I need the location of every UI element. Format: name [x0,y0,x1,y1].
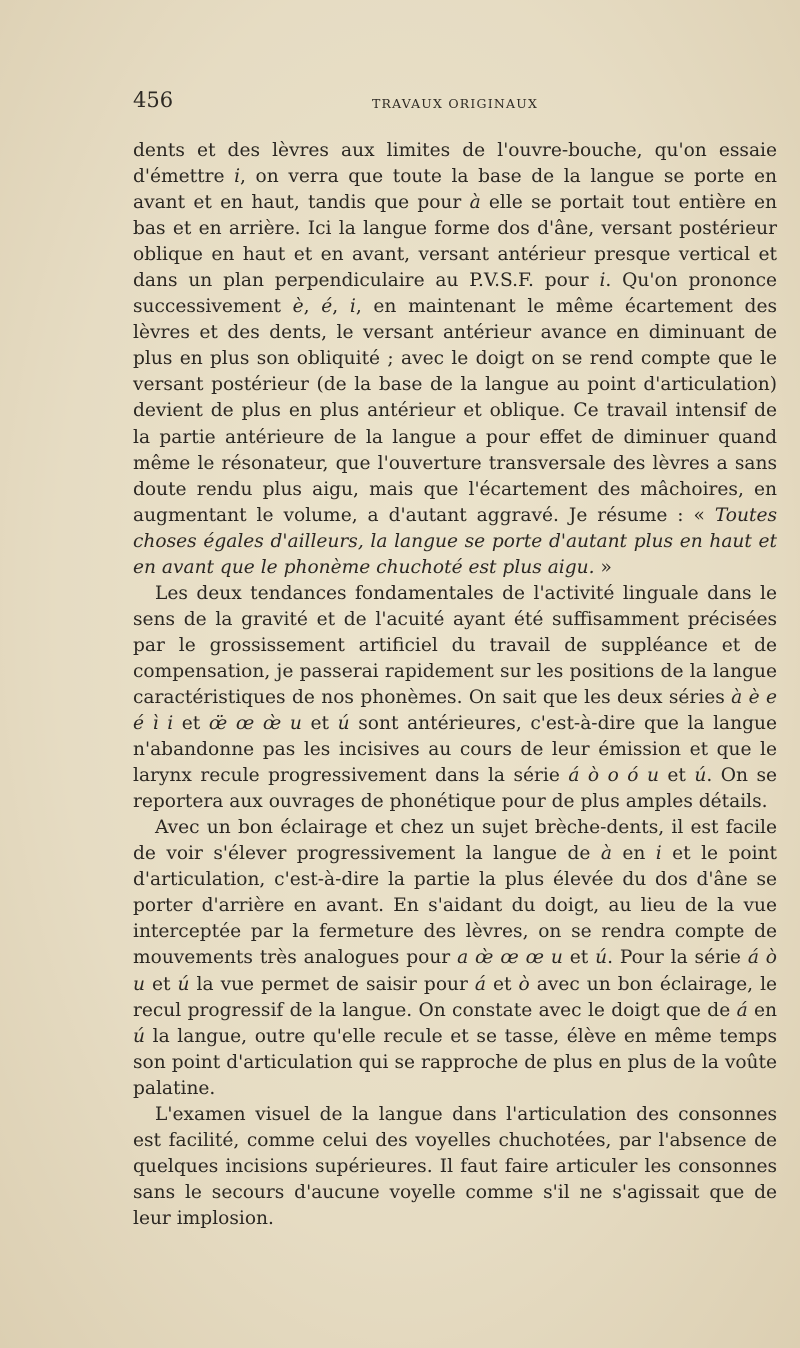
text-run: et [173,713,209,735]
text-run: en [747,999,777,1021]
text-run: elle se portait tout entière en bas et en arrière. Ici la langue forme dos d'âne, versant postérieur oblique en haut et en avant, versant antérieur presque vertical et dans un plan perpendiculaire au P.V.S.F. pour [133,192,777,292]
italic-text: à [600,843,612,865]
italic-text: a œ̀ œ œ u [457,947,563,969]
text-run: sont antérieures, c'est-à-dire que la langue n'abandonne pas les incisives au cours de leur émission et que le larynx recule progressivement dans la série [133,713,778,787]
italic-text: á [736,999,748,1021]
italic-text: á ò o ó u [568,765,659,787]
body-text [133,138,777,1232]
text-run: et le point d'articulation, c'est-à-dire la partie la plus élevée du dos d'âne se porter d'arrière en avant. En s'aidant du doigt, au lieu de la vue interceptée par la fermeture des lèvres, on se rendra compte de mouvements très analogues pour [133,843,777,969]
italic-text: é [321,296,333,318]
text-run: , [303,296,322,318]
text-run: la vue permet de saisir pour [189,973,475,995]
text-run: dents et des lèvres aux limites de l'ouvre-bouche, qu'on essaie d'émettre [133,140,777,188]
paragraph [133,581,777,815]
italic-text: i [599,270,606,292]
running-head [133,88,777,118]
text-run: , en maintenant le même écartement des lèvres et des dents, le versant antérieur avance en diminuant de plus en plus son obliquité ; avec le doigt on se rend compte que le versant postérieur (de la base de la langue au point d'articulation) devient de plus en plus antérieur et oblique. Ce travail intensif de la partie antérieure de la langue a pour effet de diminuer quand même le résonateur, que l'ouverture transversale des lèvres a sans doute rendu plus aigu, mais que l'écartement des mâchoires, en augmentant le volume, a d'autant aggravé. Je résume : « [133,296,778,526]
italic-text: ú [337,713,350,735]
italic-text: i [655,843,662,865]
page-number: 456 [133,88,174,112]
text-run: . Qu'on prononce successivement [133,270,777,318]
text-run: L'examen visuel de la langue dans l'articulation des consonnes est facilité, comme celui des voyelles chuchotées, par l'absence de quelques incisions supérieures. Il faut faire articuler les consonnes sans le secours d'aucune voyelle comme s'il ne s'agissait que de leur implosion. [133,1103,777,1229]
paragraph [133,815,777,1102]
paragraph [133,1102,777,1232]
italic-text: à è e é ì i [133,686,778,735]
text-run: . Pour la série [607,947,748,969]
text-run: , [332,296,350,318]
italic-text: á [474,973,486,995]
italic-text: ú [595,947,608,969]
text-run: et [658,765,695,787]
text-run: Les deux tendances fondamentales de l'activité linguale dans le sens de la gravité et de l'acuité ayant été suffisamment précisées par le grossissement artificiel du travail de suppléance et de compensation, je passerai rapidement sur les positions de la langue caractéristiques de nos phonèmes. On sait que les deux séries [133,582,777,708]
text-run: et [301,713,338,735]
paragraph [133,138,777,581]
italic-text: i [234,166,241,188]
text-run: » [594,556,612,578]
italic-text: ú [694,765,707,787]
text-run: avec un bon éclairage, le recul progressif de la langue. On constate avec le doigt que de [133,973,778,1021]
text-run: en [611,843,656,865]
italic-text: á ò u [133,947,777,995]
italic-text: è [292,296,304,318]
text-run: , on verra que toute la base de la langue se porte en avant et en haut, tandis que pour [133,166,777,214]
text-run: Avec un bon éclairage et chez un sujet brèche-dents, il est facile de voir s'élever progressivement la langue de [133,817,777,865]
italic-text: ú [133,1025,145,1047]
text-run: et [562,947,596,969]
italic-text: à [469,192,481,214]
italic-text: i [349,296,356,318]
text-run: la langue, outre qu'elle recule et se tasse, élève en même temps son point d'articulation qui se rapproche de plus en plus de la voûte palatine. [133,1025,777,1099]
italic-text: ú [177,973,190,995]
text-run: et [486,973,519,995]
italic-text: œ̈ œ œ̀ u [208,713,302,735]
running-title: TRAVAUX ORIGINAUX [371,96,539,111]
italic-text: ò [518,973,530,995]
italic-text: Toutes choses égales d'ailleurs, la langue se porte d'autant plus en haut et en avant que le phonème chuchoté est plus aigu. [133,504,777,578]
text-run: . On se reportera aux ouvrages de phonétique pour de plus amples détails. [133,765,778,813]
text-run: et [144,973,178,995]
